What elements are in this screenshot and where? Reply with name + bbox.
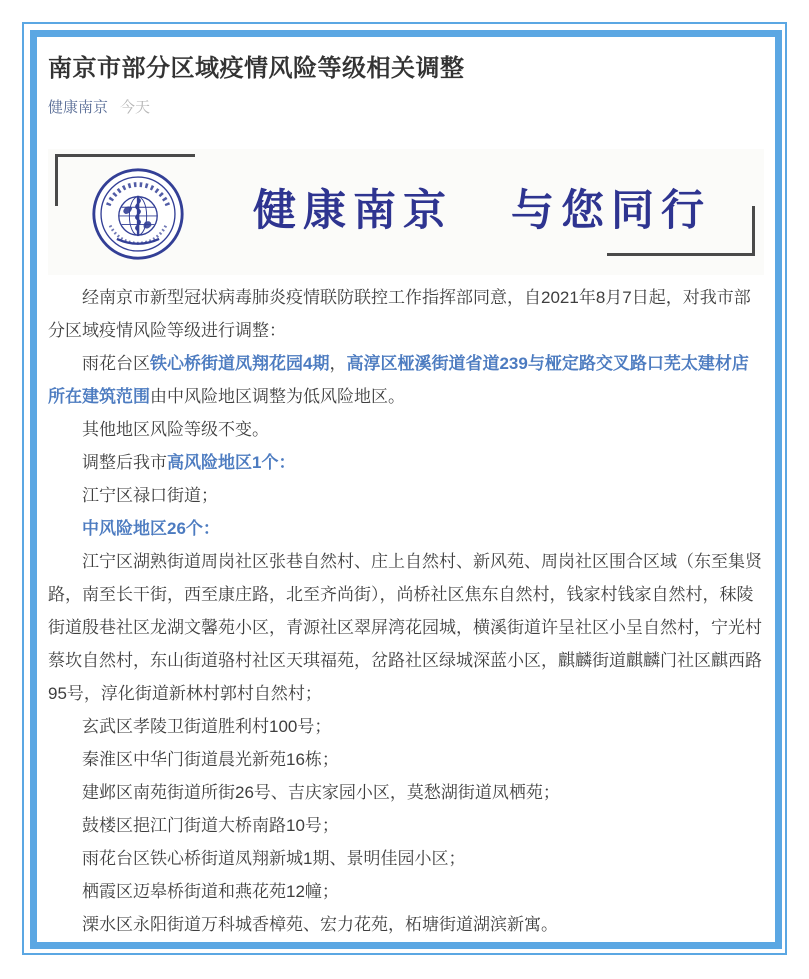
paragraph-text: 由中风险地区调整为低风险地区。: [150, 386, 405, 406]
body-paragraph: [48, 281, 764, 347]
paragraph-text: 玄武区孝陵卫街道胜利村100号；: [82, 716, 332, 736]
paragraph-text: 雨花台区: [82, 353, 150, 373]
account-link[interactable]: 健康南京: [48, 98, 109, 116]
highlighted-text: 高风险地区1个：: [167, 452, 296, 472]
paragraph-text: 栖霞区迈皋桥街道和燕花苑12幢；: [82, 881, 339, 901]
health-commission-logo-icon: [90, 166, 186, 262]
highlighted-text: 中风险地区26个：: [82, 518, 220, 538]
paragraph-text: 溧水区永阳街道万科城香樟苑、宏力花苑，柘塘街道湖滨新寓。: [82, 914, 558, 934]
page-title: 南京市部分区域疫情风险等级相关调整: [48, 55, 465, 82]
paragraph-text: 经南京市新型冠状病毒肺炎疫情联防联控工作指挥部同意，自2021年8月7日起，对我市部分区域疫情风险等级进行调整：: [48, 287, 751, 340]
banner-slogan: [253, 186, 711, 235]
body-paragraph: [48, 512, 764, 545]
body-paragraph: [48, 743, 764, 776]
body-paragraph: [48, 479, 764, 512]
body-paragraph: [48, 446, 764, 479]
slogan-right-text: 与您同行: [511, 186, 711, 235]
highlighted-text: 高淳区桠溪街道省道239与桠定路交叉路口芜太建材店所在建筑范围: [48, 353, 749, 406]
highlighted-text: 铁心桥街道凤翔花园4期: [150, 353, 330, 373]
slogan-left-text: 健康南京: [253, 186, 453, 235]
paragraph-text: 雨花台区铁心桥街道凤翔新城1期、景明佳园小区；: [82, 848, 466, 868]
byline: [48, 98, 764, 118]
body-paragraph: [48, 908, 764, 941]
article-card: [30, 30, 782, 949]
body-paragraph: [48, 710, 764, 743]
article-body: [48, 281, 764, 941]
paragraph-text: 其他地区风险等级不变。: [82, 419, 269, 439]
paragraph-text: ，: [329, 353, 347, 373]
body-paragraph: [48, 875, 764, 908]
paragraph-text: 秦淮区中华门街道晨光新苑16栋；: [82, 749, 339, 769]
body-paragraph: [48, 776, 764, 809]
body-paragraph: [48, 545, 764, 710]
body-paragraph: [48, 347, 764, 413]
paragraph-text: 建邺区南苑街道所街26号、吉庆家园小区，莫愁湖街道凤栖苑；: [82, 782, 560, 802]
body-paragraph: [48, 413, 764, 446]
banner-image: [48, 149, 764, 275]
paragraph-text: 调整后我市: [82, 452, 167, 472]
body-paragraph: [48, 809, 764, 842]
paragraph-text: 江宁区禄口街道；: [82, 485, 218, 505]
publish-date: 今天: [120, 98, 151, 116]
paragraph-text: 江宁区湖熟街道周岗社区张巷自然村、庄上自然村、新风苑、周岗社区围合区域（东至集贤路，南至长干街，西至康庄路，北至齐尚街），尚桥社区焦东自然村，钱家村钱家自然村，秣陵街道殷巷社区龙湖文馨苑小区，青源社区翠屏湾花园城，横溪街道许呈社区小呈自然村，宁光村蔡坎自然村，东山街道骆村社区天琪福苑，岔路社区绿城深蓝小区，麒麟街道麒麟门社区麒西路95号，淳化街道新林村郭村自然村；: [48, 551, 762, 703]
body-paragraph: [48, 842, 764, 875]
paragraph-text: 鼓楼区挹江门街道大桥南路10号；: [82, 815, 339, 835]
